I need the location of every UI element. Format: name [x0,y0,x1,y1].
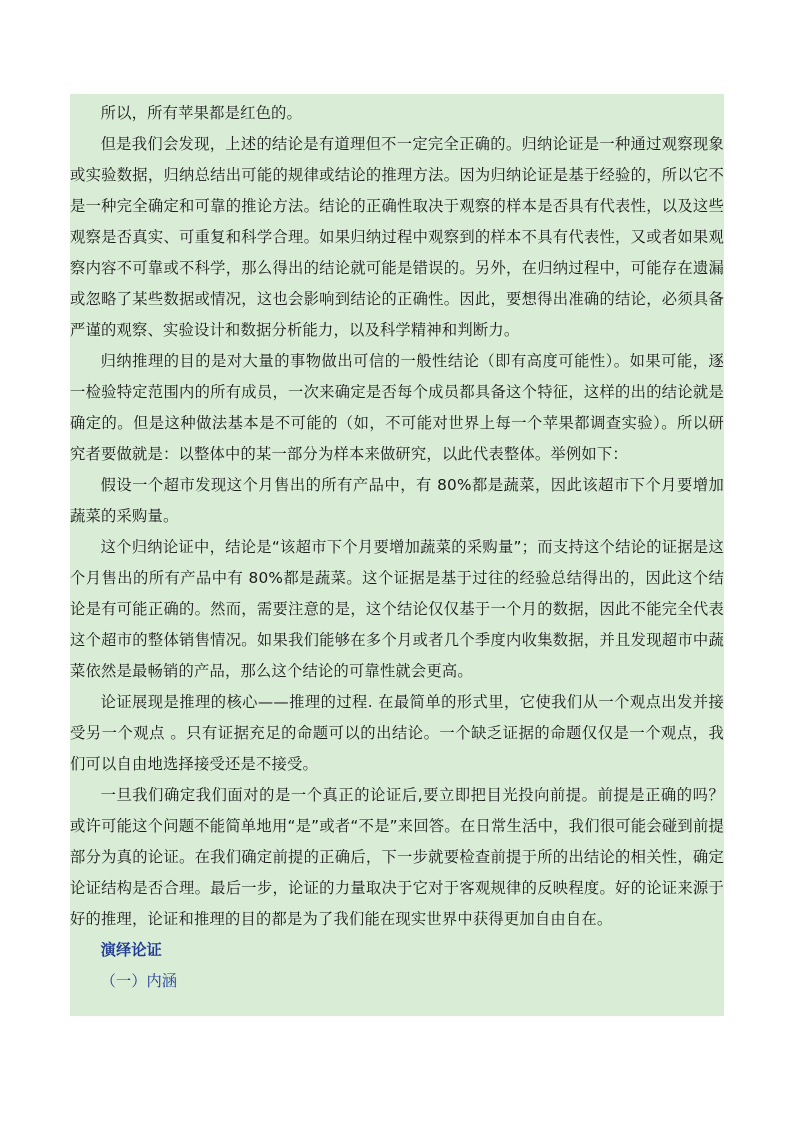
paragraph-6: 论证展现是推理的核心——推理的过程. 在最简单的形式里，它使我们从一个观点出发并接受另一个观点 。只有证据充足的命题可以的出结论。一个缺乏证据的命题仅仅是一个观点，我们可以自由地选择接受还是不接受。 [70,693,724,773]
subsection-heading: （一）内涵 [100,972,178,990]
paragraph-1: 所以，所有苹果都是红色的。 [100,104,303,122]
paragraph-3: 归纳推理的目的是对大量的事物做出可信的一般性结论（即有高度可能性）。如果可能，逐一检验特定范围内的所有成员，一次来确定是否每个成员都具备这个特征，这样的出的结论就是确定的。但是这种做法基本是不可能的（如，不可能对世界上每一个苹果都调查实验）。所以研究者要做就是：以整体中的某一部分为样本来做研究，以此代表整体。举例如下： [70,352,724,463]
section-heading: 演绎论证 [100,941,162,959]
paragraph-5: 这个归纳论证中，结论是“该超市下个月要增加蔬菜的采购量”；而支持这个结论的证据是这个月售出的所有产品中有 80%都是蔬菜。这个证据是基于过往的经验总结得出的，因此这个结论是有可能正确的。然而，需要注意的是，这个结论仅仅基于一个月的数据，因此不能完全代表这个超市的整体销售情况。如果我们能够在多个月或者几个季度内收集数据，并且发现超市中蔬菜依然是最畅销的产品，那么这个结论的可靠性就会更高。 [70,538,724,680]
paragraph-2: 但是我们会发现，上述的结论是有道理但不一定完全正确的。归纳论证是一种通过观察现象或实验数据，归纳总结出可能的规律或结论的推理方法。因为归纳论证是基于经验的，所以它不是一种完全确定和可靠的推论方法。结论的正确性取决于观察的样本是否具有代表性，以及这些观察是否真实、可重复和科学合理。如果归纳过程中观察到的样本不具有代表性，又或者如果观察内容不可靠或不科学，那么得出的结论就可能是错误的。另外，在归纳过程中，可能存在遗漏或忽略了某些数据或情况，这也会影响到结论的正确性。因此，要想得出准确的结论，必须具备严谨的观察、实验设计和数据分析能力，以及科学精神和判断力。 [70,135,724,339]
paragraph-7: 一旦我们确定我们面对的是一个真正的论证后,要立即把目光投向前提。前提是正确的吗？或许可能这个问题不能简单地用“是”或者“不是”来回答。在日常生活中，我们很可能会碰到前提部分为真的论证。在我们确定前提的正确后，下一步就要检查前提于所的出结论的相关性，确定论证结构是否合理。最后一步，论证的力量取决于它对于客观规律的反映程度。好的论证来源于好的推理，论证和推理的目的都是为了我们能在现实世界中获得更加自由自在。 [70,786,724,928]
highlighted-text-block [70,94,724,1016]
paragraph-4: 假设一个超市发现这个月售出的所有产品中，有 80%都是蔬菜，因此该超市下个月要增加蔬菜的采购量。 [70,476,724,525]
